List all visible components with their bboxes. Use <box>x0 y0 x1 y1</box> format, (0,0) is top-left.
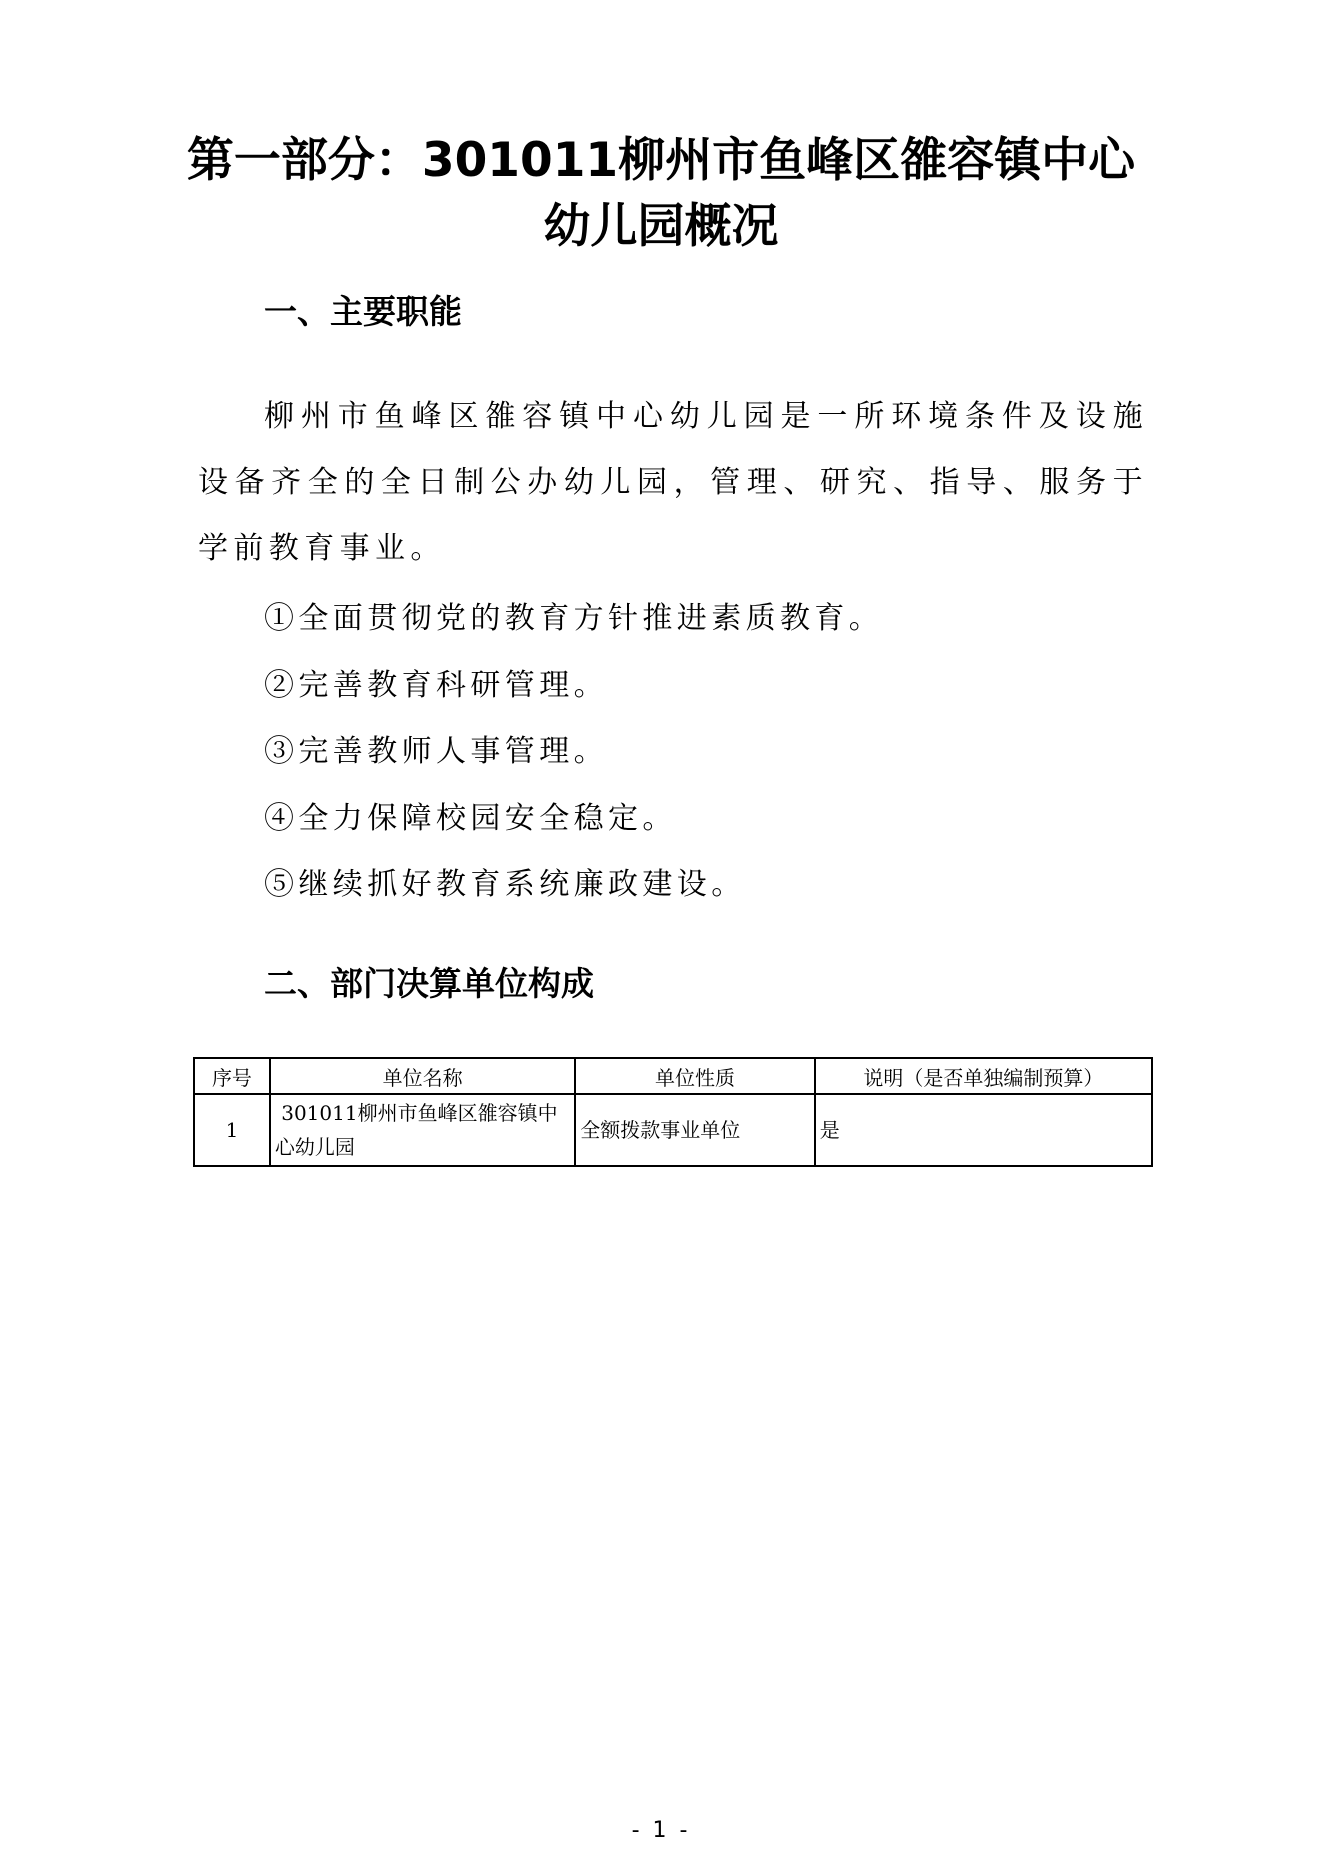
cell-seq: 1 <box>194 1094 270 1166</box>
cell-unit-nature: 全额拨款事业单位 <box>575 1094 814 1166</box>
section-heading-unit-composition: 二、部门决算单位构成 <box>264 964 594 1003</box>
duty-item: ⑤继续抓好教育系统廉政建设。 <box>264 867 746 902</box>
page-title-line-1: 第一部分：301011柳州市鱼峰区雒容镇中心 <box>186 133 1136 188</box>
page-number: - 1 - <box>631 1818 691 1843</box>
duty-item: ③完善教师人事管理。 <box>264 734 608 769</box>
table-header-row <box>194 1058 1152 1094</box>
cell-unit-name: 301011柳州市鱼峰区雒容镇中心幼儿园 <box>270 1094 575 1166</box>
column-header-seq: 序号 <box>194 1058 270 1094</box>
unit-composition-table <box>193 1057 1153 1167</box>
column-header-unit-nature: 单位性质 <box>575 1058 814 1094</box>
column-header-unit-name: 单位名称 <box>270 1058 575 1094</box>
page-title-line-2: 幼儿园概况 <box>543 199 779 254</box>
cell-remark: 是 <box>815 1094 1152 1166</box>
column-header-remark: 说明（是否单独编制预算） <box>815 1058 1152 1094</box>
duty-item: ④全力保障校园安全稳定。 <box>264 800 677 836</box>
functions-paragraph: 柳州市鱼峰区雒容镇中心幼儿园是一所环境条件及设施设备齐全的全日制公办幼儿园，管理、研究、指导、服务于学前教育事业。 <box>198 399 1148 566</box>
section-heading-main-functions: 一、主要职能 <box>264 292 462 331</box>
duty-list <box>264 586 883 919</box>
duty-item: ②完善教育科研管理。 <box>264 667 608 703</box>
duty-item: ①全面贯彻党的教育方针推进素质教育。 <box>264 601 884 636</box>
page-title <box>180 128 1142 260</box>
table-row <box>194 1094 1152 1166</box>
